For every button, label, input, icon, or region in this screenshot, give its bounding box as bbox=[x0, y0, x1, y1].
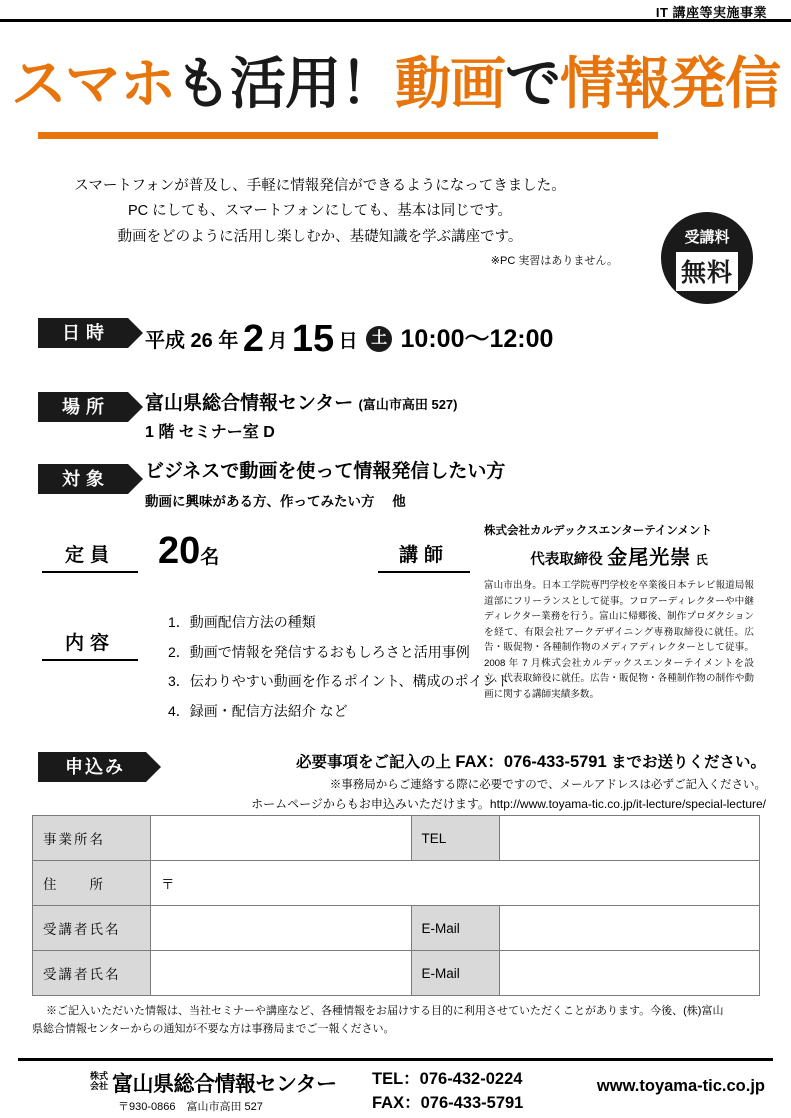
footer-website[interactable]: www.toyama-tic.co.jp bbox=[596, 1077, 765, 1095]
intro-line-2: PC にしても、スマートフォンにしても、基本は同じです。 bbox=[127, 203, 513, 220]
datetime-month: 2 bbox=[242, 318, 264, 360]
datetime-month-unit: 月 bbox=[268, 331, 288, 352]
footer-contact bbox=[372, 1068, 523, 1116]
table-row bbox=[33, 951, 760, 996]
title-part-1: スマホ bbox=[11, 52, 175, 115]
datetime-time: 10:00〜12:00 bbox=[400, 325, 554, 353]
footer-corp-prefix bbox=[78, 1072, 108, 1092]
intro-line-1: スマートフォンが普及し、手軽に情報発信ができるようになってきました。 bbox=[74, 178, 566, 194]
datetime-value bbox=[145, 318, 553, 361]
title-underline-rule bbox=[38, 132, 658, 139]
footer bbox=[0, 1064, 791, 1118]
form-label-company: 事業所名 bbox=[33, 816, 151, 861]
form-label-email-1: E-Mail bbox=[411, 906, 499, 951]
list-item: 3．伝わりやすい動画を作るポイント、構成のポイント bbox=[168, 673, 511, 690]
apply-instructions bbox=[148, 748, 766, 812]
capacity-unit: 名 bbox=[200, 547, 220, 568]
apply-line-1-post: までお送りください。 bbox=[610, 754, 766, 771]
lecturer-name: 金尾光崇 bbox=[607, 547, 692, 569]
footer-tel: TEL：076-432-0224 bbox=[372, 1070, 523, 1088]
datetime-weekday-badge: 土 bbox=[366, 326, 392, 352]
target-line-2: 動画に興味がある方、作ってみたい方 bbox=[145, 494, 375, 509]
footer-corp-prefix-line-1: 株式 bbox=[89, 1071, 108, 1081]
form-label-email-2: E-Mail bbox=[411, 951, 499, 996]
capacity-value-group bbox=[158, 530, 219, 573]
tag-apply: 申込み bbox=[38, 752, 146, 782]
poster-title bbox=[0, 52, 791, 116]
intro-line-3: 動画をどのように活用し楽しむか、基礎知識を学ぶ講座です。 bbox=[117, 228, 523, 245]
title-part-5: 情報発信 bbox=[559, 52, 780, 115]
apply-fax-number: FAX：076-433-5791 bbox=[455, 753, 607, 771]
form-input-company[interactable] bbox=[151, 816, 412, 861]
content-label: 内容 bbox=[42, 628, 138, 661]
footer-divider bbox=[18, 1058, 773, 1061]
target-value bbox=[145, 456, 505, 510]
lecturer-position: 代表取締役 bbox=[530, 552, 603, 568]
footer-fax: FAX：076-433-5791 bbox=[372, 1093, 524, 1112]
form-input-tel[interactable] bbox=[499, 816, 760, 861]
privacy-notice bbox=[32, 1003, 762, 1038]
form-input-attendee-1[interactable] bbox=[151, 906, 412, 951]
apply-line-3: ホームページからもお申込みいただけます。http://www.toyama-tic.co.jp/it-lecture/special-lecture/ bbox=[251, 797, 766, 811]
lecturer-name-suffix: 氏 bbox=[695, 553, 708, 567]
place-room: 1 階 セミナー室 D bbox=[145, 424, 275, 441]
capacity-label: 定員 bbox=[42, 540, 138, 573]
datetime-era: 平成 26 年 bbox=[145, 330, 239, 352]
form-input-attendee-2[interactable] bbox=[151, 951, 412, 996]
badge-fee-label: 受講料 bbox=[684, 229, 730, 246]
privacy-line-2: 県総合情報センターからの通知が不要な方は事務局までご一報ください。 bbox=[32, 1022, 395, 1035]
list-item: 2．動画で情報を発信するおもしろさと活用事例 bbox=[168, 643, 470, 660]
place-address: (富山市高田 527) bbox=[358, 397, 458, 412]
tag-target: 対象 bbox=[38, 464, 128, 494]
badge-free-label: 無料 bbox=[676, 252, 738, 291]
form-label-attendee-2: 受講者氏名 bbox=[33, 951, 151, 996]
tag-datetime: 日時 bbox=[38, 318, 128, 348]
title-part-3: 動画 bbox=[394, 52, 505, 115]
form-input-address[interactable]: 〒 bbox=[151, 861, 760, 906]
apply-line-1-pre: 必要事項をご記入の上 bbox=[295, 754, 451, 771]
form-label-attendee-1: 受講者氏名 bbox=[33, 906, 151, 951]
intro-paragraph bbox=[0, 174, 640, 271]
table-row bbox=[33, 816, 760, 861]
privacy-line-1: ※ご記入いただいた情報は、当社セミナーや講座など、各種情報をお届けする目的に利用させていただくことがあります。今後、(株)富山 bbox=[46, 1005, 724, 1017]
footer-address: 〒930-0866 富山市高田 527 bbox=[118, 1101, 263, 1113]
list-item: 4．録画・配信方法紹介 など bbox=[168, 703, 348, 720]
title-part-4: で bbox=[504, 52, 560, 115]
intro-note: ※PC 実習はありません。 bbox=[490, 255, 618, 268]
content-list bbox=[168, 608, 511, 727]
application-form-table bbox=[32, 815, 760, 996]
place-value bbox=[145, 388, 458, 442]
target-line-2-extra: 他 bbox=[392, 494, 406, 509]
list-item: 1．動画配信方法の種類 bbox=[168, 614, 316, 630]
lecturer-label: 講師 bbox=[378, 540, 470, 573]
free-fee-badge bbox=[661, 212, 753, 304]
footer-corp-prefix-line-2: 会社 bbox=[89, 1080, 108, 1091]
apply-line-2: ※事務局からご連絡する際に必要ですので、メールアドレスは必ずご記入ください。 bbox=[329, 779, 766, 791]
datetime-day-unit: 日 bbox=[338, 331, 358, 352]
table-row bbox=[33, 861, 760, 906]
top-header-bar bbox=[0, 0, 791, 22]
target-line-1: ビジネスで動画を使って情報発信したい方 bbox=[145, 461, 506, 482]
datetime-day: 15 bbox=[291, 318, 335, 360]
title-part-2: も活用！ bbox=[174, 52, 395, 115]
place-name: 富山県総合情報センター bbox=[145, 393, 354, 414]
tag-place: 場所 bbox=[38, 392, 128, 422]
lecturer-bio: 富山市出身。日本工学院専門学校を卒業後日本テレビ報道局報道部にフリーランスとして従事。フロアーディレクターや中継ディレクター業務を行う。富山に帰郷後、制作プロダクションを経て、有限会社アークデザイニング専務取締役に就任。広告・販促物・各種制作物のメディアディレクターとして従事。2008 年 7 月株式会社カルデックスエンターテイメントを設立、代表取締役に就任。広告・販促物・各種制作物の制作や動画に関する講師実績多数。 bbox=[484, 580, 754, 700]
capacity-value: 20 bbox=[158, 530, 201, 572]
table-row bbox=[33, 906, 760, 951]
form-input-email-1[interactable] bbox=[499, 906, 760, 951]
form-label-address: 住 所 bbox=[33, 861, 151, 906]
lecturer-company: 株式会社カルデックスエンターテインメント bbox=[484, 525, 713, 537]
form-input-email-2[interactable] bbox=[499, 951, 760, 996]
form-label-tel: TEL bbox=[411, 816, 499, 861]
program-label: IT 講座等実施事業 bbox=[655, 5, 767, 20]
footer-organization-name: 富山県総合情報センター bbox=[112, 1073, 337, 1096]
lecturer-block bbox=[484, 522, 754, 702]
